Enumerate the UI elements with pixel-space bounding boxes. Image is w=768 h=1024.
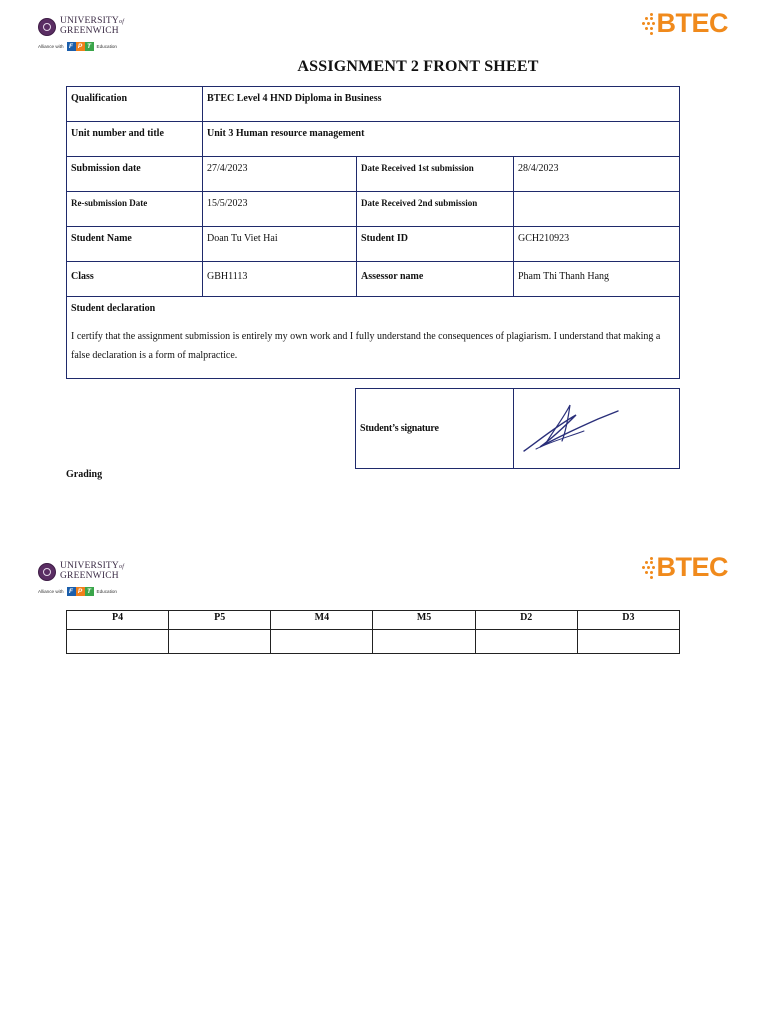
btec-wordmark: BTEC xyxy=(656,8,728,38)
class-value: GBH1113 xyxy=(203,262,357,297)
uni-line1: UNIVERSITY xyxy=(60,16,119,26)
resubmission-date-value: 15/5/2023 xyxy=(203,192,357,227)
btec-dots-icon xyxy=(642,555,656,581)
grades-value-row xyxy=(67,630,680,654)
declaration-title: Student declaration xyxy=(71,303,156,314)
unit-row xyxy=(67,122,680,157)
resubmission-row xyxy=(67,192,680,227)
assessor-name-label: Assessor name xyxy=(357,262,514,297)
alliance-line xyxy=(38,587,138,596)
alliance-text: Alliance with xyxy=(38,44,64,49)
education-text: Education xyxy=(96,589,117,594)
student-id-label: Student ID xyxy=(357,227,514,262)
grading-heading: Grading xyxy=(66,469,103,480)
signature-label-cell xyxy=(356,389,514,469)
unit-value: Unit 3 Human resource management xyxy=(203,122,680,157)
page-title: ASSIGNMENT 2 FRONT SHEET xyxy=(297,58,539,75)
date-received-2nd-value xyxy=(514,192,680,227)
declaration-cell xyxy=(67,297,680,379)
grade-cell-p5 xyxy=(169,630,271,654)
grade-header-m5: M5 xyxy=(373,611,475,630)
student-name-label: Student Name xyxy=(67,227,203,262)
submission-date-label: Submission date xyxy=(67,157,203,192)
class-row xyxy=(67,262,680,297)
uni-of: of xyxy=(119,19,125,25)
class-label: Class xyxy=(67,262,203,297)
grade-cell-m5 xyxy=(373,630,475,654)
uni-of: of xyxy=(119,564,125,570)
grade-header-m4: M4 xyxy=(271,611,373,630)
date-received-2nd-label: Date Received 2nd submission xyxy=(357,192,514,227)
uni-line2: GREENWICH xyxy=(60,571,119,581)
submission-date-value: 27/4/2023 xyxy=(203,157,357,192)
student-row xyxy=(67,227,680,262)
grades-header-row xyxy=(67,611,680,630)
university-logo xyxy=(38,17,138,51)
grade-header-d2: D2 xyxy=(475,611,577,630)
qualification-label: Qualification xyxy=(67,87,203,122)
grade-cell-d3 xyxy=(577,630,679,654)
alliance-text: Alliance with xyxy=(38,589,64,594)
grade-cell-d2 xyxy=(475,630,577,654)
greenwich-crest-icon xyxy=(38,18,56,36)
fpt-logo xyxy=(67,42,94,51)
fpt-letter: F xyxy=(67,42,76,51)
uni-line1: UNIVERSITY xyxy=(60,561,119,571)
fpt-letter: F xyxy=(67,587,76,596)
signature-cell xyxy=(514,389,680,469)
submission-row xyxy=(67,157,680,192)
btec-dots-icon xyxy=(642,11,656,37)
fpt-letter: T xyxy=(85,587,94,596)
fpt-letter: T xyxy=(85,42,94,51)
university-logo-page2 xyxy=(38,562,138,596)
grades-table xyxy=(66,610,680,654)
grade-header-p4: P4 xyxy=(67,611,169,630)
date-received-1st-value: 28/4/2023 xyxy=(514,157,680,192)
qualification-value: BTEC Level 4 HND Diploma in Business xyxy=(203,87,680,122)
declaration-text: I certify that the assignment submission is entirely my own work and I fully understand the consequences of plagiarism. I understand that making a false declaration is a form of malpractice. xyxy=(71,331,661,361)
fpt-letter: P xyxy=(76,587,85,596)
grade-cell-p4 xyxy=(67,630,169,654)
student-id-value: GCH210923 xyxy=(514,227,680,262)
resubmission-date-label: Re-submission Date xyxy=(67,192,203,227)
uni-line2: GREENWICH xyxy=(60,26,119,36)
alliance-line xyxy=(38,42,138,51)
btec-logo-page2 xyxy=(642,552,729,583)
education-text: Education xyxy=(96,44,117,49)
fpt-logo xyxy=(67,587,94,596)
student-name-value: Doan Tu Viet Hai xyxy=(203,227,357,262)
grade-header-d3: D3 xyxy=(577,611,679,630)
declaration-row xyxy=(67,297,680,379)
handwritten-signature xyxy=(518,397,628,457)
btec-logo xyxy=(642,8,729,39)
front-sheet-table xyxy=(66,86,680,379)
date-received-1st-label: Date Received 1st submission xyxy=(357,157,514,192)
signature-label: Student’s signature xyxy=(360,423,439,434)
greenwich-crest-icon xyxy=(38,563,56,581)
unit-label: Unit number and title xyxy=(67,122,203,157)
signature-table xyxy=(355,388,680,469)
btec-wordmark: BTEC xyxy=(656,552,728,582)
fpt-letter: P xyxy=(76,42,85,51)
assessor-name-value: Pham Thi Thanh Hang xyxy=(514,262,680,297)
qualification-row xyxy=(67,87,680,122)
grade-cell-m4 xyxy=(271,630,373,654)
grade-header-p5: P5 xyxy=(169,611,271,630)
